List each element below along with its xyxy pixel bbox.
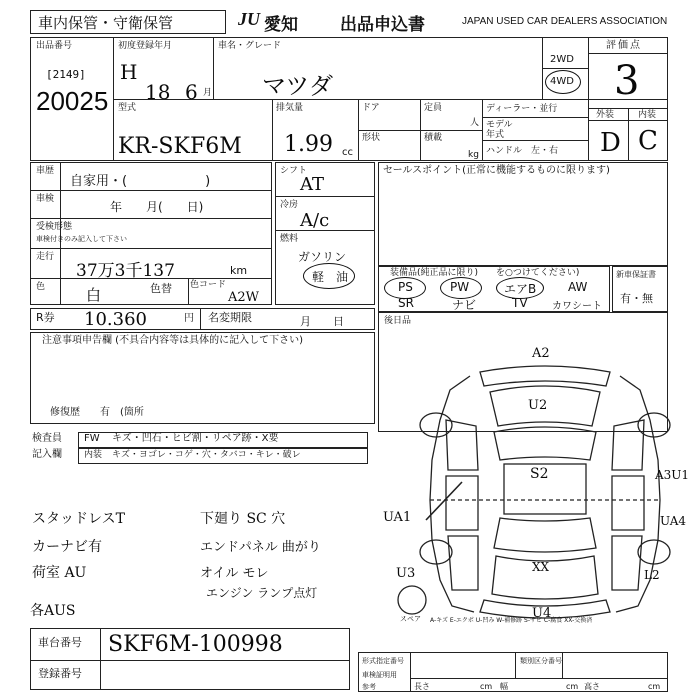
equip-ps: PS [398,280,413,294]
rename-value: 月 日 [300,315,344,328]
reg-number-label: 登録番号 [38,667,82,680]
org-name: 愛知 [264,15,298,35]
inspection-value: 年 月( 日) [110,200,204,214]
type-label: 型式 [118,103,137,113]
rename-label: 名変期限 [208,311,252,324]
color-code-label: 色コード [190,280,227,290]
fuel-light-oil: 軽 油 [312,270,349,284]
equip-aw: AW [568,280,588,294]
remark-1: スタッドレスT [32,511,125,527]
remark-3: 荷室 AU [32,565,87,581]
car-name: マツダ [262,72,334,100]
mark-ua4: UA4 [660,514,687,528]
equip-sr: SR [398,296,414,310]
remark-4: 各AUS [30,603,76,619]
drive-2wd: 2WD [550,54,574,65]
capacity-label: 定員 [424,103,443,113]
handle-label: ハンドル 左・右 [486,146,559,156]
chassis-number: SKF6M-100998 [108,632,283,657]
rear-items-block [378,312,668,432]
remark-6: エンドパネル 曲がり [200,540,321,555]
color-code-value: A2W [228,290,260,305]
score-value: 3 [614,58,640,104]
mark-xx: XX [532,560,550,574]
person-unit: 人 [470,118,480,128]
cert-label: 車検証明用 [362,671,397,679]
model-label: モデル [486,120,513,130]
cert-block [358,652,668,692]
recycle-label: R券 [36,311,55,324]
height-label: 高さ [584,682,600,691]
color-label: 色 [36,282,46,292]
entry-label: 記入欄 [32,449,62,460]
mark-a2: A2 [532,346,550,361]
history-label: 車歴 [36,166,55,176]
lot-label: 出品番号 [36,41,73,51]
sales-point-label: セールスポイント(正常に機能するものに限ります) [383,165,610,176]
warranty-value: 有・無 [620,292,653,305]
inspection-label: 車検 [36,194,55,204]
history-value: 自家用・( ) [70,174,211,189]
mark-u3: U3 [396,566,416,581]
row1-items: キズ・凹石・ヒビ割・リペア跡・X要 [112,433,279,444]
equipment-label: 装備品(純正品に限り) を○つけてください) [390,268,580,278]
load-label: 積載 [424,133,443,143]
association-name: JAPAN USED CAR DEALERS ASSOCIATION [462,16,668,27]
inspector-label: 検査員 [32,433,62,444]
ref-label-1: 参考 [362,683,376,691]
mark-l2: L2 [644,568,660,582]
score-label: 評価点 [606,40,642,51]
fuel-petrol: ガソリン [298,250,347,264]
drive-4wd-circle [545,70,581,94]
chassis-label: 車台番号 [38,636,82,649]
equip-tv: TV [512,296,528,310]
left-title: 車内保管・守衛保管 [38,14,174,32]
form-number-label: 形式指定番号 [362,657,404,665]
length-label: 長さ [414,682,430,691]
lot-small: [2149] [46,68,86,81]
model-code: KR-SKF6M [118,134,242,159]
shape-label: 形状 [362,133,381,143]
equip-leather: カワシート [552,301,602,312]
row1-tag: FW [84,433,100,444]
dealer-label: ディーラー・並行 [486,104,558,114]
spare-label: スペア [400,615,421,623]
interior-label: 内装 [638,110,657,120]
document-title: 出品申込書 [340,15,425,35]
reg-month: 6 [185,80,198,104]
height-unit: cm [648,682,661,691]
remark-8: エンジン ランプ点灯 [206,586,318,600]
rear-items-label: 後日品 [384,316,412,326]
width-unit: cm [566,682,579,691]
ac-value: A/c [300,210,330,231]
reg-label: 初度登録年月 [118,41,173,51]
exterior-label: 外装 [596,110,615,120]
shift-value: AT [300,174,325,195]
recycle-value: 10.360 [84,309,147,330]
drive-4wd: 4WD [550,76,574,87]
mark-u4: U4 [532,606,552,621]
warranty-label: 新車保証書 [616,270,656,279]
kg-unit: kg [468,150,479,160]
lot-number: 20025 [36,86,109,116]
cc-unit: cc [342,147,353,158]
receipt-label: 受検形態 [36,222,73,232]
ju-logo: JU [238,9,260,29]
ac-label: 冷房 [280,200,299,210]
name-label: 車名・グレード [218,41,282,51]
sales-point-block [378,162,668,266]
equip-pw-circle [440,277,482,299]
remark-5: 下廻り SC 穴 [200,511,286,527]
shift-label: シフト [280,166,308,176]
color-value: 白 [86,286,102,304]
damage-legend: A-キズ E-エクボ U-凹み W-補修跡 S-サビ C-腐食 XX-交換済 [430,617,593,624]
class-number-label: 類別区分番号 [520,657,562,665]
fuel-light-circle [303,263,355,289]
mark-a3u1: A3U1 [655,468,690,482]
remark-7: オイル モレ [200,566,269,581]
fuel-label: 燃料 [280,234,299,244]
mark-s2: S2 [530,466,549,482]
mark-u2: U2 [528,398,548,413]
remark-2: カーナビ有 [32,539,102,555]
mileage-value: 37万3千137 [76,261,175,281]
equip-airbag-circle [496,277,544,299]
color-change-label: 色替 [150,282,172,295]
row2-items: キズ・ヨゴレ・コゲ・穴・タバコ・キレ・破レ [112,450,301,460]
equip-ps-circle [384,277,426,299]
notes-title: 注意事項申告欄 (不具合内容等は具体的に記入して下さい) [42,335,303,346]
length-unit: cm [480,682,493,691]
mark-ua1: UA1 [383,510,412,525]
year-label: 年式 [486,130,505,140]
equip-airbag: エアB [504,282,537,296]
mileage-label: 走行 [36,252,55,262]
reg-era: H [120,60,138,84]
interior-grade: C [638,126,658,156]
displacement-label: 排気量 [276,103,304,113]
month-unit: 月 [203,88,213,98]
width-label: 幅 [500,682,508,691]
km-unit: km [230,264,248,277]
repair-history: 修復歴 有 (箇所 [50,407,144,418]
exterior-grade: D [600,128,621,158]
receipt-note: 車検付きのみ記入して下さい [36,235,127,243]
row2-tag: 内装 [84,450,103,460]
yen-unit: 円 [184,313,194,324]
equip-pw: PW [450,280,470,294]
reg-year: 18 [145,80,171,104]
displacement-value: 1.99 [284,132,333,157]
equip-navi: ナビ [452,298,477,312]
door-label: ドア [362,103,380,113]
